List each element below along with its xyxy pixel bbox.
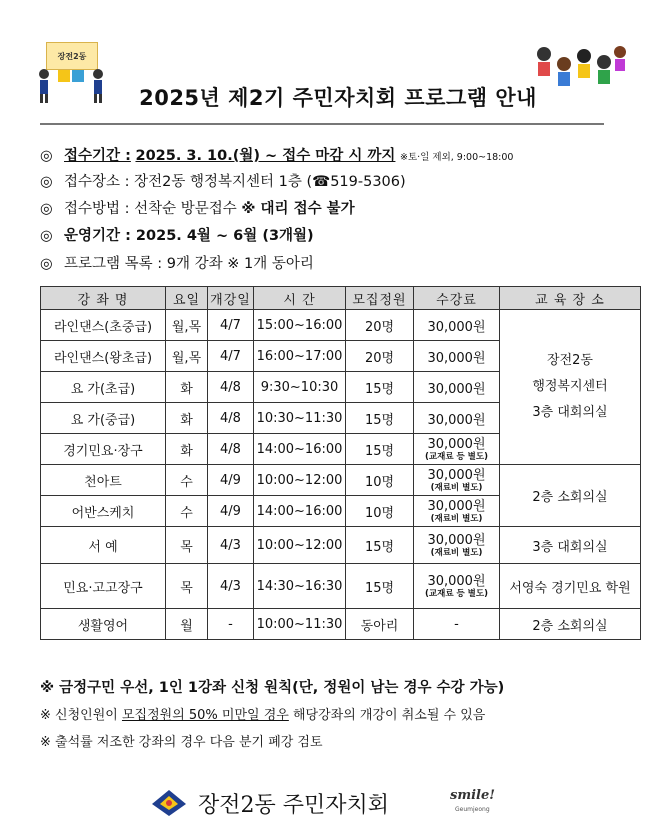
course-name: 요 가(초급) <box>41 372 166 403</box>
smile-logo: smile! <box>450 788 495 803</box>
table-row <box>41 310 641 341</box>
course-time: 15:00~16:00 <box>254 310 346 341</box>
course-start: 4/7 <box>208 310 254 341</box>
course-day: 월,목 <box>166 310 208 341</box>
course-capacity: 15명 <box>346 372 414 403</box>
note-attendance: ※ 출석률 저조한 강좌의 경우 다음 분기 폐강 검토 <box>40 735 323 750</box>
header-divider <box>40 123 604 125</box>
course-name: 민요·고고장구 <box>41 564 166 609</box>
course-fee: 30,000원 <box>414 403 500 434</box>
course-time: 10:00~11:30 <box>254 609 346 640</box>
course-capacity: 20명 <box>346 341 414 372</box>
course-capacity: 10명 <box>346 496 414 527</box>
course-capacity: 15명 <box>346 564 414 609</box>
course-time: 14:00~16:00 <box>254 496 346 527</box>
table-row <box>41 465 641 496</box>
place-academy: 서영숙 경기민요 학원 <box>500 564 641 609</box>
course-day: 수 <box>166 465 208 496</box>
course-capacity: 15명 <box>346 434 414 465</box>
reception-place: ◎ 접수장소 : 장전2동 행정복지센터 1층 (☎519-5306) <box>40 174 406 190</box>
course-start: 4/8 <box>208 434 254 465</box>
reception-period: ◎ 접수기간 : 2025. 3. 10.(월) ~ 접수 마감 시 까지 ※토·일 제외, 9:00~18:00 <box>40 148 514 164</box>
header-day: 요일 <box>166 287 208 310</box>
course-name: 경기민요·장구 <box>41 434 166 465</box>
place-small-room: 2층 소회의실 <box>500 465 641 527</box>
course-capacity: 10명 <box>346 465 414 496</box>
course-time: 14:30~16:30 <box>254 564 346 609</box>
course-capacity: 15명 <box>346 527 414 564</box>
header-fee: 수강료 <box>414 287 500 310</box>
header-time: 시 간 <box>254 287 346 310</box>
course-fee: 30,000원 (재료비 별도) <box>414 527 500 564</box>
course-day: 월 <box>166 609 208 640</box>
district-emblem-icon <box>150 788 188 818</box>
course-name: 라인댄스(왕초급) <box>41 341 166 372</box>
table-row <box>41 564 641 609</box>
course-time: 10:30~11:30 <box>254 403 346 434</box>
course-fee: - <box>414 609 500 640</box>
course-day: 화 <box>166 403 208 434</box>
footer <box>150 786 520 822</box>
course-name: 라인댄스(초중급) <box>41 310 166 341</box>
note-cancellation: ※ 신청인원이 모집정원의 50% 미만일 경우 해당강좌의 개강이 취소될 수 있음 <box>40 708 486 723</box>
header-place: 교 육 장 소 <box>500 287 641 310</box>
course-fee: 30,000원 <box>414 341 500 372</box>
course-start: 4/7 <box>208 341 254 372</box>
table-header-row <box>41 287 641 310</box>
course-capacity: 15명 <box>346 403 414 434</box>
course-day: 월,목 <box>166 341 208 372</box>
puzzle-people-icon <box>36 38 106 104</box>
program-list: ◎ 프로그램 목록 : 9개 강좌 ※ 1개 동아리 <box>40 256 314 272</box>
course-day: 목 <box>166 564 208 609</box>
course-start: 4/3 <box>208 527 254 564</box>
course-time: 10:00~12:00 <box>254 527 346 564</box>
course-time: 14:00~16:00 <box>254 434 346 465</box>
course-fee: 30,000원 <box>414 310 500 341</box>
course-fee: 30,000원 (재료비 별도) <box>414 465 500 496</box>
page-title: 2025년 제2기 주민자치회 프로그램 안내 <box>139 86 537 110</box>
course-capacity: 20명 <box>346 310 414 341</box>
people-group-icon <box>532 42 628 100</box>
course-day: 목 <box>166 527 208 564</box>
program-table <box>40 286 641 640</box>
course-name: 어반스케치 <box>41 496 166 527</box>
course-time: 9:30~10:30 <box>254 372 346 403</box>
course-day: 수 <box>166 496 208 527</box>
course-time: 10:00~12:00 <box>254 465 346 496</box>
course-name: 생활영어 <box>41 609 166 640</box>
place-small-room-club: 2층 소회의실 <box>500 609 641 640</box>
puzzle-logo <box>36 38 106 104</box>
logo-sign-text: 장전2동 <box>57 51 87 61</box>
table-row <box>41 527 641 564</box>
reception-method: ◎ 접수방법 : 선착순 방문접수 ※ 대리 접수 불가 <box>40 201 355 217</box>
course-fee: 30,000원 (교재료 등 별도) <box>414 434 500 465</box>
place-center: 장전2동 행정복지센터 3층 대회의실 <box>500 310 641 465</box>
note-priority: ※ 금정구민 우선, 1인 1강좌 신청 원칙(단, 정원이 남는 경우 수강 가능) <box>40 680 505 696</box>
course-time: 16:00~17:00 <box>254 341 346 372</box>
org-name: 장전2동 주민자치회 <box>198 793 390 818</box>
course-start: 4/8 <box>208 403 254 434</box>
course-name: 서 예 <box>41 527 166 564</box>
header-start: 개강일 <box>208 287 254 310</box>
place-large-room: 3층 대회의실 <box>500 527 641 564</box>
course-fee: 30,000원 <box>414 372 500 403</box>
course-day: 화 <box>166 372 208 403</box>
course-fee: 30,000원 (재료비 별도) <box>414 496 500 527</box>
course-capacity: 동아리 <box>346 609 414 640</box>
course-start: - <box>208 609 254 640</box>
operation-period: ◎ 운영기간 : 2025. 4월 ~ 6월 (3개월) <box>40 228 314 244</box>
course-name: 요 가(중급) <box>41 403 166 434</box>
header-capacity: 모집정원 <box>346 287 414 310</box>
course-fee: 30,000원 (교재료 등 별도) <box>414 564 500 609</box>
course-start: 4/9 <box>208 465 254 496</box>
course-name: 천아트 <box>41 465 166 496</box>
header-course: 강 좌 명 <box>41 287 166 310</box>
course-start: 4/3 <box>208 564 254 609</box>
course-day: 화 <box>166 434 208 465</box>
course-start: 4/8 <box>208 372 254 403</box>
course-start: 4/9 <box>208 496 254 527</box>
smile-logo-sub: Geumjeong <box>455 806 490 813</box>
table-row <box>41 609 641 640</box>
